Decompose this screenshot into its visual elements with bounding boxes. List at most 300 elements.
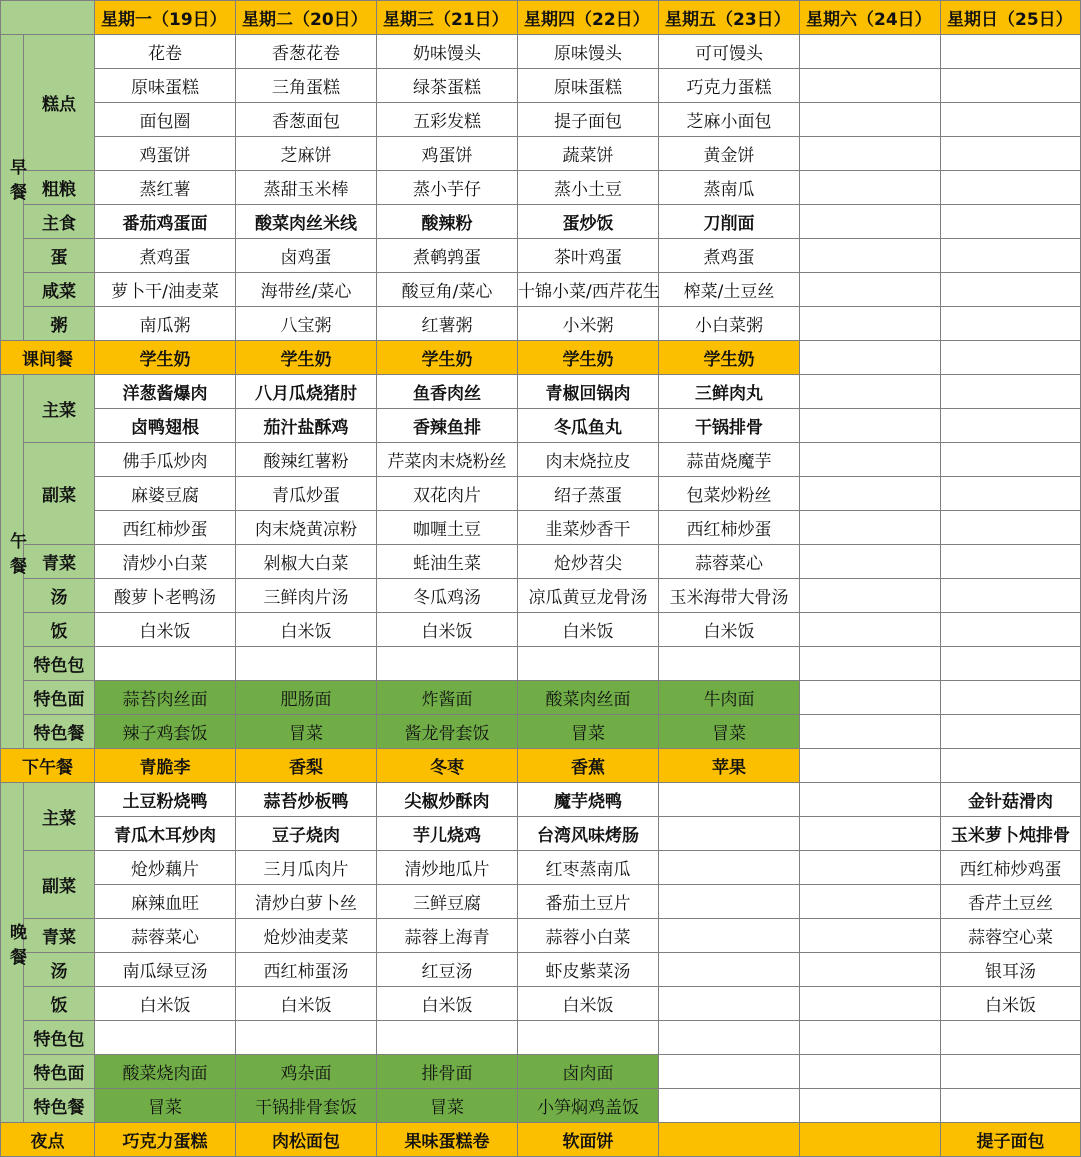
- menu-cell: 冒菜: [659, 715, 800, 749]
- menu-cell: 肥肠面: [236, 681, 377, 715]
- menu-row: [1, 239, 1081, 273]
- menu-cell: 炝炒藕片: [95, 851, 236, 885]
- menu-cell: 红豆汤: [377, 953, 518, 987]
- menu-cell: [800, 783, 941, 817]
- menu-cell: [800, 1123, 941, 1157]
- menu-cell: [941, 375, 1081, 409]
- menu-cell: 煮鸡蛋: [659, 239, 800, 273]
- menu-cell: 提子面包: [941, 1123, 1081, 1157]
- menu-cell: [518, 1021, 659, 1055]
- menu-cell: [941, 443, 1081, 477]
- menu-row: [1, 579, 1081, 613]
- menu-cell: 三月瓜肉片: [236, 851, 377, 885]
- menu-cell: 番茄鸡蛋面: [95, 205, 236, 239]
- menu-cell: 八宝粥: [236, 307, 377, 341]
- menu-cell: [941, 69, 1081, 103]
- menu-cell: [95, 647, 236, 681]
- menu-row: [1, 307, 1081, 341]
- menu-cell: 酸辣粉: [377, 205, 518, 239]
- menu-cell: 尖椒炒酥肉: [377, 783, 518, 817]
- menu-cell: 软面饼: [518, 1123, 659, 1157]
- menu-row: [1, 443, 1081, 477]
- menu-cell: 茶叶鸡蛋: [518, 239, 659, 273]
- menu-cell: 鸡蛋饼: [95, 137, 236, 171]
- category-label: 特色面: [24, 681, 95, 715]
- menu-cell: 清炒地瓜片: [377, 851, 518, 885]
- menu-cell: 冬瓜鸡汤: [377, 579, 518, 613]
- menu-cell: 蒸甜玉米棒: [236, 171, 377, 205]
- menu-cell: [941, 307, 1081, 341]
- menu-cell: [800, 953, 941, 987]
- menu-cell: 蒸小芋仔: [377, 171, 518, 205]
- menu-cell: 芹菜肉末烧粉丝: [377, 443, 518, 477]
- menu-cell: 虾皮紫菜汤: [518, 953, 659, 987]
- menu-cell: 冒菜: [236, 715, 377, 749]
- menu-cell: 巧克力蛋糕: [659, 69, 800, 103]
- menu-row: [1, 885, 1081, 919]
- menu-cell: [941, 681, 1081, 715]
- menu-cell: 青瓜炒蛋: [236, 477, 377, 511]
- menu-cell: 果味蛋糕卷: [377, 1123, 518, 1157]
- menu-cell: 佛手瓜炒肉: [95, 443, 236, 477]
- menu-cell: 蒸小土豆: [518, 171, 659, 205]
- menu-cell: [659, 953, 800, 987]
- menu-cell: 冬瓜鱼丸: [518, 409, 659, 443]
- day-header: 星期二（20日）: [236, 1, 377, 35]
- menu-cell: 炸酱面: [377, 681, 518, 715]
- menu-cell: [800, 1089, 941, 1123]
- menu-cell: 白米饭: [236, 987, 377, 1021]
- menu-cell: 红薯粥: [377, 307, 518, 341]
- category-label: 糕点: [24, 35, 95, 171]
- menu-row: [1, 647, 1081, 681]
- menu-cell: 牛肉面: [659, 681, 800, 715]
- menu-cell: [800, 409, 941, 443]
- menu-cell: 小白菜粥: [659, 307, 800, 341]
- menu-cell: [800, 137, 941, 171]
- menu-cell: 凉瓜黄豆龙骨汤: [518, 579, 659, 613]
- menu-cell: 学生奶: [236, 341, 377, 375]
- category-label: 特色餐: [24, 1089, 95, 1123]
- menu-cell: 魔芋烧鸭: [518, 783, 659, 817]
- menu-row: [1, 715, 1081, 749]
- menu-cell: [941, 35, 1081, 69]
- menu-row: [1, 511, 1081, 545]
- day-header: 星期五（23日）: [659, 1, 800, 35]
- menu-row: [1, 1021, 1081, 1055]
- menu-cell: 学生奶: [659, 341, 800, 375]
- menu-cell: [800, 103, 941, 137]
- menu-row: [1, 375, 1081, 409]
- menu-cell: 绍子蒸蛋: [518, 477, 659, 511]
- menu-cell: 干锅排骨: [659, 409, 800, 443]
- menu-cell: 白米饭: [95, 987, 236, 1021]
- menu-row: [1, 35, 1081, 69]
- menu-row: [1, 341, 1081, 375]
- menu-cell: [659, 987, 800, 1021]
- menu-cell: 土豆粉烧鸭: [95, 783, 236, 817]
- menu-cell: 西红柿炒蛋: [659, 511, 800, 545]
- menu-cell: 剁椒大白菜: [236, 545, 377, 579]
- day-header: 星期日（25日）: [941, 1, 1081, 35]
- category-label: 副菜: [24, 851, 95, 919]
- category-label: 特色餐: [24, 715, 95, 749]
- meal-label-text: 早餐: [6, 157, 26, 208]
- menu-cell: 学生奶: [518, 341, 659, 375]
- menu-cell: [800, 545, 941, 579]
- menu-cell: 冒菜: [377, 1089, 518, 1123]
- menu-cell: [800, 443, 941, 477]
- menu-row: [1, 69, 1081, 103]
- meal-label-text: 晚餐: [6, 922, 26, 973]
- menu-cell: [377, 1021, 518, 1055]
- meal-label-dinner: [1, 783, 24, 1123]
- menu-cell: 青椒回锅肉: [518, 375, 659, 409]
- menu-cell: 奶味馒头: [377, 35, 518, 69]
- menu-cell: 海带丝/菜心: [236, 273, 377, 307]
- menu-cell: 冒菜: [95, 1089, 236, 1123]
- menu-cell: [659, 1055, 800, 1089]
- menu-cell: [659, 851, 800, 885]
- menu-row: [1, 137, 1081, 171]
- menu-cell: [800, 239, 941, 273]
- menu-cell: 麻婆豆腐: [95, 477, 236, 511]
- menu-cell: 白米饭: [941, 987, 1081, 1021]
- menu-cell: 蔬菜饼: [518, 137, 659, 171]
- menu-cell: [941, 749, 1081, 783]
- menu-cell: 青脆李: [95, 749, 236, 783]
- menu-cell: [800, 273, 941, 307]
- menu-cell: [377, 647, 518, 681]
- menu-cell: [941, 613, 1081, 647]
- menu-cell: 蒸红薯: [95, 171, 236, 205]
- menu-cell: 蒜蓉上海青: [377, 919, 518, 953]
- menu-cell: 白米饭: [518, 987, 659, 1021]
- menu-cell: [800, 885, 941, 919]
- menu-cell: 蒸南瓜: [659, 171, 800, 205]
- menu-cell: 排骨面: [377, 1055, 518, 1089]
- menu-row: [1, 749, 1081, 783]
- menu-row: [1, 103, 1081, 137]
- menu-cell: [941, 1021, 1081, 1055]
- menu-cell: 冒菜: [518, 715, 659, 749]
- menu-row: [1, 171, 1081, 205]
- menu-cell: 香葱面包: [236, 103, 377, 137]
- menu-cell: 原味馒头: [518, 35, 659, 69]
- menu-cell: 银耳汤: [941, 953, 1081, 987]
- menu-cell: 蒜苗烧魔芋: [659, 443, 800, 477]
- menu-cell: [941, 171, 1081, 205]
- menu-cell: 学生奶: [377, 341, 518, 375]
- menu-cell: 煮鹌鹑蛋: [377, 239, 518, 273]
- day-header: 星期六（24日）: [800, 1, 941, 35]
- menu-cell: [800, 205, 941, 239]
- menu-cell: 萝卜干/油麦菜: [95, 273, 236, 307]
- menu-row: [1, 851, 1081, 885]
- menu-cell: [941, 103, 1081, 137]
- menu-row: [1, 919, 1081, 953]
- meal-label-lunch: [1, 375, 24, 749]
- menu-cell: 苹果: [659, 749, 800, 783]
- menu-cell: 白米饭: [377, 987, 518, 1021]
- menu-cell: [659, 919, 800, 953]
- menu-cell: [941, 477, 1081, 511]
- menu-cell: 肉末烧黄凉粉: [236, 511, 377, 545]
- menu-cell: [800, 919, 941, 953]
- menu-cell: 香蕉: [518, 749, 659, 783]
- menu-cell: [800, 69, 941, 103]
- menu-cell: 酸菜烧肉面: [95, 1055, 236, 1089]
- menu-cell: 白米饭: [236, 613, 377, 647]
- menu-cell: 香辣鱼排: [377, 409, 518, 443]
- menu-cell: 蛋炒饭: [518, 205, 659, 239]
- menu-cell: 可可馒头: [659, 35, 800, 69]
- menu-cell: 煮鸡蛋: [95, 239, 236, 273]
- menu-row: [1, 273, 1081, 307]
- category-label: 饭: [24, 613, 95, 647]
- menu-cell: 肉末烧拉皮: [518, 443, 659, 477]
- category-label: 课间餐: [1, 341, 95, 375]
- menu-cell: 芋儿烧鸡: [377, 817, 518, 851]
- menu-cell: [236, 1021, 377, 1055]
- menu-cell: [800, 1055, 941, 1089]
- menu-cell: 炝炒苕尖: [518, 545, 659, 579]
- category-label: 夜点: [1, 1123, 95, 1157]
- menu-row: [1, 1123, 1081, 1157]
- menu-cell: 白米饭: [659, 613, 800, 647]
- menu-cell: [800, 477, 941, 511]
- menu-cell: 十锦小菜/西芹花生: [518, 273, 659, 307]
- menu-row: [1, 817, 1081, 851]
- menu-row: [1, 783, 1081, 817]
- category-label: 特色包: [24, 1021, 95, 1055]
- menu-cell: [659, 1089, 800, 1123]
- category-label: 主食: [24, 205, 95, 239]
- menu-cell: 蒜蓉菜心: [95, 919, 236, 953]
- menu-cell: [659, 647, 800, 681]
- menu-cell: [941, 137, 1081, 171]
- menu-cell: 豆子烧肉: [236, 817, 377, 851]
- menu-cell: 香芹土豆丝: [941, 885, 1081, 919]
- menu-cell: 卤鸭翅根: [95, 409, 236, 443]
- menu-cell: [800, 511, 941, 545]
- menu-cell: 酸菜肉丝面: [518, 681, 659, 715]
- menu-cell: [800, 307, 941, 341]
- menu-cell: 洋葱酱爆肉: [95, 375, 236, 409]
- menu-cell: 番茄土豆片: [518, 885, 659, 919]
- menu-cell: [941, 1055, 1081, 1089]
- menu-cell: 咖喱土豆: [377, 511, 518, 545]
- menu-cell: 玉米萝卜炖排骨: [941, 817, 1081, 851]
- menu-cell: [800, 749, 941, 783]
- menu-cell: [659, 1123, 800, 1157]
- menu-cell: 三鲜豆腐: [377, 885, 518, 919]
- menu-cell: 黄金饼: [659, 137, 800, 171]
- menu-cell: 鸡蛋饼: [377, 137, 518, 171]
- menu-cell: [659, 885, 800, 919]
- menu-cell: 绿茶蛋糕: [377, 69, 518, 103]
- menu-cell: 酸豆角/菜心: [377, 273, 518, 307]
- day-header: 星期四（22日）: [518, 1, 659, 35]
- menu-cell: [236, 647, 377, 681]
- menu-cell: 炝炒油麦菜: [236, 919, 377, 953]
- menu-cell: 包菜炒粉丝: [659, 477, 800, 511]
- category-label: 特色面: [24, 1055, 95, 1089]
- category-label: 蛋: [24, 239, 95, 273]
- category-label: 汤: [24, 579, 95, 613]
- menu-cell: 干锅排骨套饭: [236, 1089, 377, 1123]
- menu-row: [1, 613, 1081, 647]
- menu-cell: [941, 205, 1081, 239]
- menu-row: [1, 205, 1081, 239]
- menu-cell: 蒜蓉小白菜: [518, 919, 659, 953]
- menu-cell: [800, 341, 941, 375]
- menu-cell: 香葱花卷: [236, 35, 377, 69]
- menu-row: [1, 477, 1081, 511]
- menu-cell: [800, 375, 941, 409]
- menu-cell: [941, 715, 1081, 749]
- menu-cell: 红枣蒸南瓜: [518, 851, 659, 885]
- meal-label-breakfast: [1, 35, 24, 341]
- menu-cell: 南瓜粥: [95, 307, 236, 341]
- menu-cell: 西红柿蛋汤: [236, 953, 377, 987]
- menu-cell: 清炒小白菜: [95, 545, 236, 579]
- menu-cell: 茄汁盐酥鸡: [236, 409, 377, 443]
- menu-row: [1, 1089, 1081, 1123]
- menu-cell: [941, 409, 1081, 443]
- menu-cell: 三鲜肉片汤: [236, 579, 377, 613]
- menu-row: [1, 987, 1081, 1021]
- menu-cell: [800, 613, 941, 647]
- menu-cell: 提子面包: [518, 103, 659, 137]
- menu-cell: 酸菜肉丝米线: [236, 205, 377, 239]
- menu-cell: 蒜苔肉丝面: [95, 681, 236, 715]
- category-label: 青菜: [24, 919, 95, 953]
- menu-cell: 清炒白萝卜丝: [236, 885, 377, 919]
- day-header: 星期三（21日）: [377, 1, 518, 35]
- header-row: [1, 1, 1081, 35]
- menu-cell: 台湾风味烤肠: [518, 817, 659, 851]
- category-label: 粥: [24, 307, 95, 341]
- menu-cell: [800, 715, 941, 749]
- menu-cell: 鸡杂面: [236, 1055, 377, 1089]
- menu-cell: [800, 647, 941, 681]
- menu-cell: 白米饭: [377, 613, 518, 647]
- menu-cell: [941, 1089, 1081, 1123]
- category-label: 咸菜: [24, 273, 95, 307]
- menu-cell: 芝麻小面包: [659, 103, 800, 137]
- menu-cell: [800, 1021, 941, 1055]
- menu-cell: [800, 35, 941, 69]
- category-label: 副菜: [24, 443, 95, 545]
- menu-cell: 小米粥: [518, 307, 659, 341]
- menu-cell: 肉松面包: [236, 1123, 377, 1157]
- menu-cell: 小笋焖鸡盖饭: [518, 1089, 659, 1123]
- menu-row: [1, 409, 1081, 443]
- menu-cell: 韭菜炒香干: [518, 511, 659, 545]
- menu-cell: [941, 239, 1081, 273]
- menu-cell: [941, 341, 1081, 375]
- category-label: 青菜: [24, 545, 95, 579]
- menu-cell: 鱼香肉丝: [377, 375, 518, 409]
- menu-cell: 酸萝卜老鸭汤: [95, 579, 236, 613]
- day-header: 星期一（19日）: [95, 1, 236, 35]
- menu-cell: 学生奶: [95, 341, 236, 375]
- menu-cell: [941, 273, 1081, 307]
- menu-cell: 蚝油生菜: [377, 545, 518, 579]
- menu-cell: 五彩发糕: [377, 103, 518, 137]
- category-label: 粗粮: [24, 171, 95, 205]
- menu-cell: [518, 647, 659, 681]
- menu-cell: 西红柿炒蛋: [95, 511, 236, 545]
- category-label: 饭: [24, 987, 95, 1021]
- menu-cell: 花卷: [95, 35, 236, 69]
- menu-cell: 面包圈: [95, 103, 236, 137]
- menu-cell: 酱龙骨套饭: [377, 715, 518, 749]
- menu-cell: [659, 817, 800, 851]
- menu-cell: 青瓜木耳炒肉: [95, 817, 236, 851]
- category-label: 特色包: [24, 647, 95, 681]
- menu-cell: 原味蛋糕: [518, 69, 659, 103]
- menu-cell: 八月瓜烧猪肘: [236, 375, 377, 409]
- menu-cell: 刀削面: [659, 205, 800, 239]
- menu-cell: 白米饭: [95, 613, 236, 647]
- menu-cell: 蒜蓉菜心: [659, 545, 800, 579]
- menu-cell: 酸辣红薯粉: [236, 443, 377, 477]
- menu-cell: 卤肉面: [518, 1055, 659, 1089]
- menu-cell: 香梨: [236, 749, 377, 783]
- menu-cell: 辣子鸡套饭: [95, 715, 236, 749]
- menu-cell: 芝麻饼: [236, 137, 377, 171]
- category-label: 下午餐: [1, 749, 95, 783]
- menu-cell: [800, 579, 941, 613]
- menu-cell: [941, 647, 1081, 681]
- menu-cell: 双花肉片: [377, 477, 518, 511]
- menu-row: [1, 1055, 1081, 1089]
- category-label: 主菜: [24, 375, 95, 443]
- menu-cell: 卤鸡蛋: [236, 239, 377, 273]
- menu-cell: 三鲜肉丸: [659, 375, 800, 409]
- menu-cell: [800, 851, 941, 885]
- menu-cell: 蒜蓉空心菜: [941, 919, 1081, 953]
- menu-cell: 南瓜绿豆汤: [95, 953, 236, 987]
- corner-cell: [1, 1, 95, 35]
- menu-cell: [659, 783, 800, 817]
- menu-cell: 金针菇滑肉: [941, 783, 1081, 817]
- menu-row: [1, 953, 1081, 987]
- menu-cell: [95, 1021, 236, 1055]
- meal-label-text: 午餐: [6, 531, 26, 582]
- menu-cell: [941, 511, 1081, 545]
- category-label: 汤: [24, 953, 95, 987]
- menu-cell: [659, 1021, 800, 1055]
- menu-cell: [800, 681, 941, 715]
- menu-row: [1, 545, 1081, 579]
- menu-cell: 麻辣血旺: [95, 885, 236, 919]
- menu-cell: [800, 817, 941, 851]
- menu-cell: 原味蛋糕: [95, 69, 236, 103]
- menu-cell: [941, 545, 1081, 579]
- menu-cell: 榨菜/土豆丝: [659, 273, 800, 307]
- menu-cell: 西红柿炒鸡蛋: [941, 851, 1081, 885]
- menu-cell: [800, 171, 941, 205]
- menu-cell: [800, 987, 941, 1021]
- menu-cell: 巧克力蛋糕: [95, 1123, 236, 1157]
- menu-cell: 白米饭: [518, 613, 659, 647]
- menu-cell: [941, 579, 1081, 613]
- category-label: 主菜: [24, 783, 95, 851]
- menu-cell: 蒜苔炒板鸭: [236, 783, 377, 817]
